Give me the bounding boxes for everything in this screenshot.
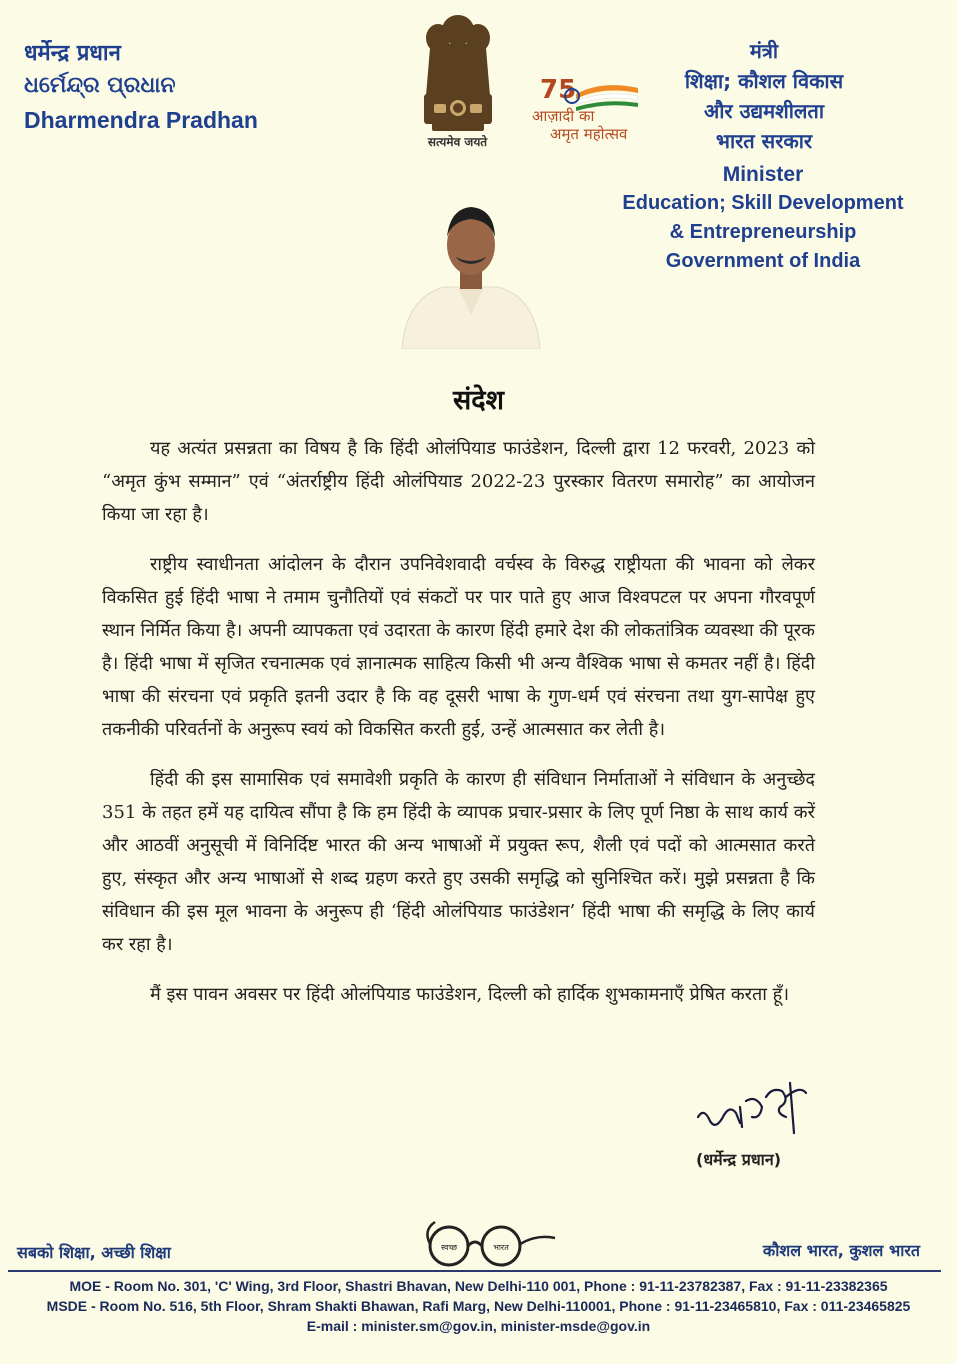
footer-divider — [8, 1270, 941, 1272]
name-english: Dharmendra Pradhan — [24, 107, 258, 133]
slogan-left: सबको शिक्षा, अच्छी शिक्षा — [17, 1243, 171, 1262]
letter-body — [102, 432, 815, 1028]
letter-paragraph: राष्ट्रीय स्वाधीनता आंदोलन के दौरान उपनिवेशवादी वर्चस्व के विरुद्ध राष्ट्रीयता की भावना को लेकर विकसित हुई हिंदी भाषा ने तमाम चुनौतियों एवं संकटों पर पार पाते हुए आज विश्वपटल पर अपना गौरवपूर्ण स्थान निर्मित किया है। अपनी व्यापकता एवं उदारता के कारण हिंदी हमारे देश की लोकतांत्रिक व्यवस्था की पूरक है। हिंदी भाषा में सृजित रचनात्मक एवं ज्ञानात्मक साहित्य किसी भी अन्य वैश्विक भाषा से कमतर नहीं है। हिंदी भाषा की संरचना एवं प्रकृति इतनी उदार है कि वह दूसरी भाषा के गुण-धर्म एवं संरचना तथा युग-सापेक्ष हुए तकनीकी परिवर्तनों के अनुरूप स्वयं को विकसित करती हुई, उन्हें आत्मसात कर लेती है। — [102, 554, 815, 740]
name-odia: ଧର୍ମେନ୍ଦ୍ର ପ୍ରଧାନ — [24, 73, 176, 98]
designation-hindi-line: मंत्री — [749, 39, 779, 63]
designation-english-line: Minister — [722, 163, 804, 186]
letter-title: संदेश — [453, 385, 504, 416]
letter-paragraph: यह अत्यंत प्रसन्नता का विषय है कि हिंदी ओलंपियाड फाउंडेशन, दिल्ली द्वारा 12 फरवरी, 2023 को “अमृत कुंभ सम्मान” एवं “अंतर्राष्ट्रीय हिंदी ओलंपियाड 2022-23 पुरस्कार वितरण समारोह” का आयोजन किया जा रहा है। — [102, 438, 815, 525]
handwritten-signature — [690, 1077, 820, 1147]
emblem-motto: सत्यमेव जयते — [427, 135, 488, 149]
footer-contact — [0, 1276, 957, 1336]
slogan-right: कौशल भारत, कुशल भारत — [762, 1241, 920, 1260]
minister-photo — [398, 193, 544, 349]
designation-hindi — [650, 36, 878, 156]
designation-english-line: & Entrepreneurship — [669, 221, 857, 243]
swachh-bharat-glasses-icon — [415, 1216, 560, 1268]
azadi-number: 75 — [540, 75, 577, 105]
footer-msde-address: MSDE - Room No. 516, 5th Floor, Shram Shakti Bhawan, Rafi Marg, New Delhi-110001, Phone : 91-11-23465810, Fax : 011-23465825 — [46, 1298, 911, 1314]
footer-moe-address: MOE - Room No. 301, 'C' Wing, 3rd Floor, Shastri Bhavan, New Delhi-110 001, Phone : 91-11-23782387, Fax : 91-11-23382365 — [69, 1278, 888, 1294]
designation-english-line: Education; Skill Development — [622, 192, 904, 214]
designation-english-line: Government of India — [665, 250, 861, 272]
azadi-line2: अमृत महोत्सव — [550, 125, 628, 143]
designation-hindi-line: भारत सरकार — [715, 129, 813, 153]
designation-hindi-line: और उद्यमशीलता — [703, 99, 825, 123]
signatory-name: (धर्मेन्द्र प्रधान) — [696, 1150, 782, 1169]
footer-email: E-mail : minister.sm@gov.in, minister-msde@gov.in — [306, 1318, 651, 1334]
azadi-line1: आज़ादी का — [532, 107, 595, 125]
national-emblem-icon — [412, 8, 504, 153]
designation-hindi-line: शिक्षा; कौशल विकास — [684, 69, 844, 93]
swachh-left-label: स्वच्छ — [440, 1243, 458, 1252]
name-hindi: धर्मेन्द्र प्रधान — [24, 41, 121, 66]
designation-english — [598, 160, 928, 276]
letter-paragraph: हिंदी की इस सामासिक एवं समावेशी प्रकृति के कारण ही संविधान निर्माताओं ने संविधान के अनुच्छेद 351 के तहत हमें यह दायित्व सौंपा है कि हम हिंदी के व्यापक प्रचार-प्रसार के लिए पूर्ण निष्ठा के साथ कार्य करें और आठवीं अनुसूची में विनिर्दिष्ट भारत की अन्य भाषाओं में प्रयुक्त रूप, शैली एवं पदों को आत्मसात करते हुए, संस्कृत और अन्य भाषाओं से शब्द ग्रहण करते हुए उसकी समृद्धि को सुनिश्चित करें। मुझे प्रसन्नता है कि संविधान की इस मूल भावना के अनुरूप ही ‘हिंदी ओलंपियाड फाउंडेशन’ हिंदी भाषा की समृद्धि के लिए कार्य कर रहा है। — [102, 769, 815, 955]
letter-paragraph: मैं इस पावन अवसर पर हिंदी ओलंपियाड फाउंडेशन, दिल्ली को हार्दिक शुभकामनाएँ प्रेषित करता हूँ। — [150, 984, 790, 1005]
minister-name-block — [24, 38, 258, 138]
swachh-right-label: भारत — [493, 1243, 509, 1252]
